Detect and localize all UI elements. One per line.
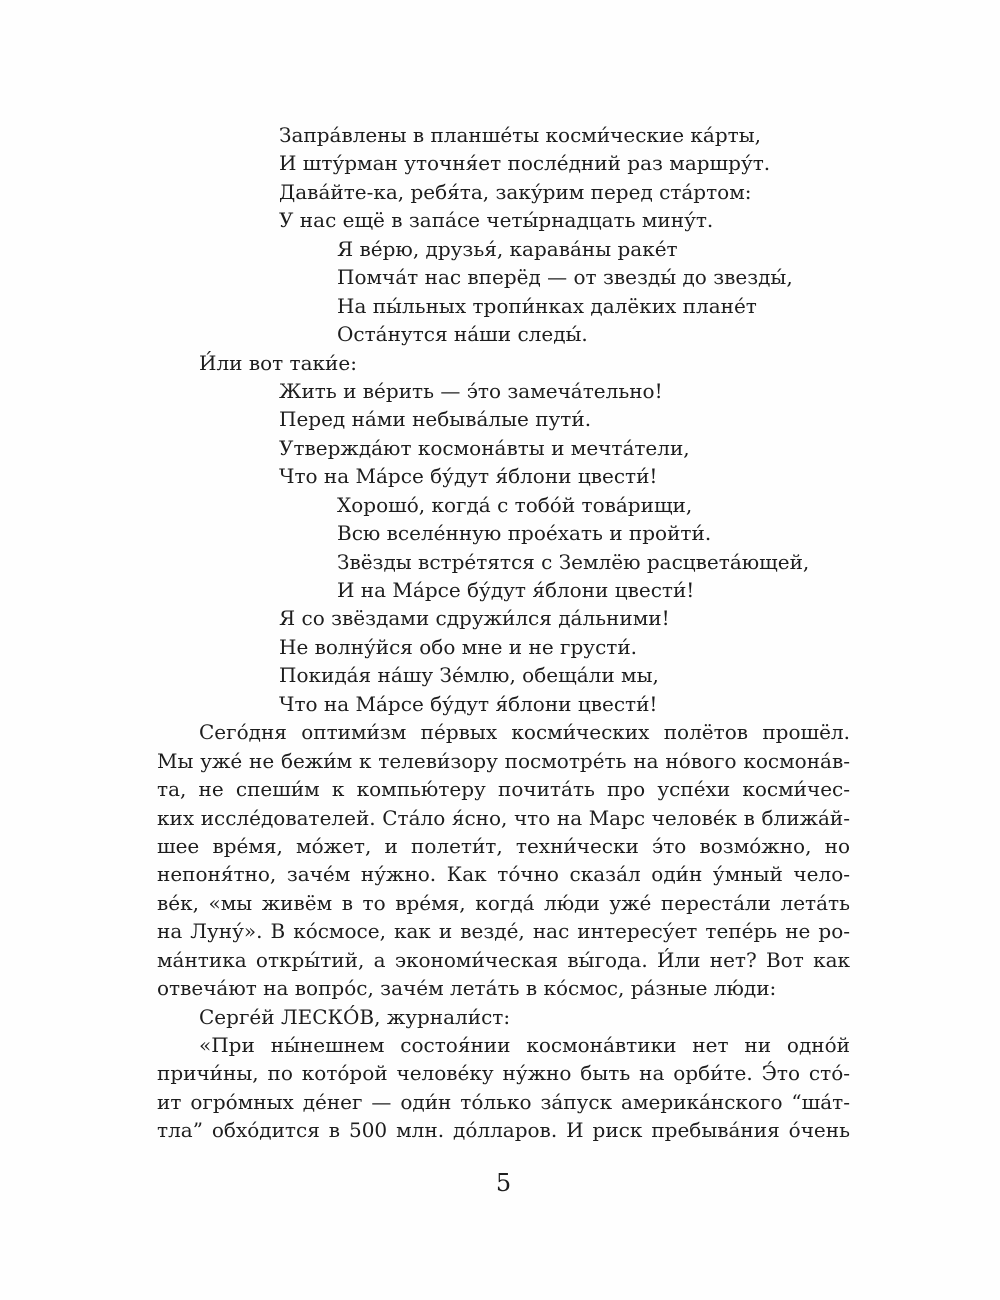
poem-1-stanza-1 — [157, 121, 850, 235]
prose-line: та, не спеши́м к компью́теру почита́ть про успе́хи косми́чес- — [157, 777, 850, 802]
text-block — [157, 121, 850, 1145]
verse-line: Оста́нутся на́ши следы́. — [337, 322, 588, 347]
verse-line: Дава́йте-ка, ребя́та, заку́рим перед ста́ртом: — [279, 179, 752, 204]
verse-line: Не волну́йся обо мне и не грусти́. — [279, 634, 638, 659]
verse-line: Хорошо́, когда́ с тобо́й това́рищи, — [337, 492, 693, 517]
verse-line: У нас ещё в запа́се четы́рнадцать мину́т. — [279, 208, 714, 233]
poem-2-stanza-1 — [157, 377, 850, 491]
quote-line: «При ны́нешнем состоя́нии космона́втики нет ни одно́й — [199, 1033, 850, 1057]
prose-line: Мы уже́ не бежи́м к телеви́зору посмотре́ть на но́вого космона́в- — [157, 748, 850, 773]
quote-line: причи́ны, по кото́рой челове́ку ну́жно быть на орби́те. Э́то сто́- — [157, 1061, 850, 1086]
verse-line: Жить и ве́рить — э́то замеча́тельно! — [279, 378, 663, 403]
prose-line: Сего́дня оптими́зм пе́рвых косми́ческих полётов прошёл. — [199, 720, 850, 745]
prose-line: отвеча́ют на вопро́с, заче́м лета́ть в ко́смос, ра́зные лю́ди: — [157, 976, 777, 1001]
verse-line: Я со звёздами сдружи́лся да́льними! — [279, 606, 670, 631]
verse-line: Перед на́ми небыва́лые пути́. — [279, 407, 592, 432]
quote-line: тла” обхо́дится в 500 млн. до́лларов. И риск пребыва́ния о́чень — [157, 1118, 850, 1143]
verse-line: И шту́рман уточня́ет после́дний раз маршру́т. — [279, 151, 771, 176]
verse-line: Что на Ма́рсе бу́дут я́блони цвести́! — [279, 691, 658, 716]
verse-line: Запра́влены в планше́ты косми́ческие ка́рты, — [279, 123, 762, 147]
prose-line: ких иссле́дователей. Ста́ло я́сно, что на Марс челове́к в ближа́й- — [157, 805, 850, 830]
verse-line: И на Ма́рсе бу́дут я́блони цвести́! — [337, 578, 695, 602]
verse-line: Помча́т нас вперёд — от звезды́ до звезды́, — [337, 265, 793, 290]
prose-paragraph — [157, 718, 850, 1002]
quote-paragraph — [157, 1031, 850, 1145]
verse-line: На пы́льных тропи́нках далёких плане́т — [337, 293, 757, 318]
prose-line: на Луну́». В ко́смосе, как и везде́, нас интересу́ет тепе́рь не ро- — [157, 919, 850, 944]
verse-line: Звёзды встре́тятся с Землёю расцвета́ющей, — [337, 549, 810, 574]
prose-line: непоня́тно, заче́м ну́жно. Как то́чно сказа́л оди́н у́мный чело- — [157, 862, 850, 887]
verse-line: Всю вселе́нную прое́хать и пройти́. — [337, 521, 712, 546]
page-number: 5 — [495, 1169, 512, 1197]
poem-2-stanza-2 — [157, 491, 850, 605]
intro-line: И́ли вот таки́е: — [199, 350, 357, 375]
prose-line: ве́к, «мы живём в то вре́мя, когда́ лю́ди уже́ переста́ли лета́ть — [157, 890, 850, 915]
verse-line: Я ве́рю, друзья́, карава́ны раке́т — [337, 236, 678, 261]
quote-line: ит огро́мных де́нег — оди́н то́лько за́пуск америка́нского “ша́т- — [157, 1089, 850, 1114]
poem-2-stanza-3 — [157, 604, 850, 718]
verse-line: Утвержда́ют космона́вты и мечта́тели, — [279, 435, 690, 460]
poem-1-stanza-2 — [157, 235, 850, 349]
prose-line: ма́нтика откры́тий, а экономи́ческая вы́года. И́ли нет? Вот как — [157, 947, 850, 972]
prose-line: шее вре́мя, мо́жет, и полети́т, техни́чески э́то возмо́жно, но — [157, 833, 850, 858]
verse-line: Покида́я на́шу Зе́млю, обеща́ли мы, — [279, 663, 659, 688]
verse-line: Что на Ма́рсе бу́дут я́блони цвести́! — [279, 464, 658, 489]
speaker-line: Серге́й ЛЕСКО́В, журнали́ст: — [199, 1004, 511, 1029]
